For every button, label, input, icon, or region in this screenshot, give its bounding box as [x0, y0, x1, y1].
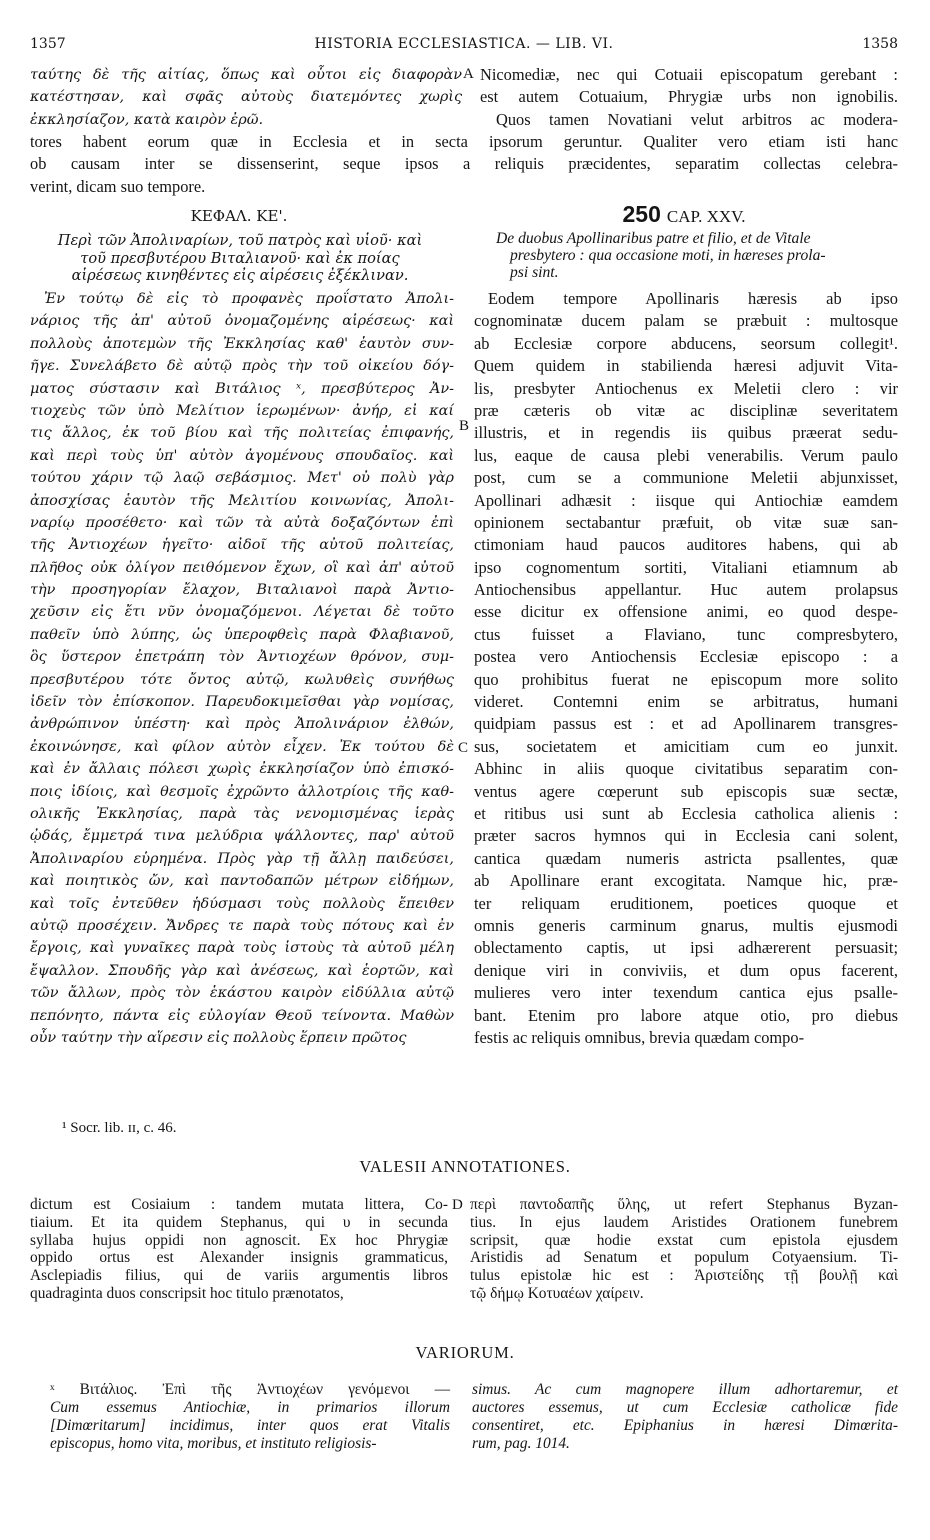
- column-number: 250: [622, 201, 661, 227]
- annotations-left-column: [30, 1196, 448, 1303]
- text-line: ˣ Βιτάλιος. Ἐπὶ τῆς Ἀντιοχέων γενόμενοι —: [50, 1381, 450, 1398]
- text-line: Abhinc in aliis quoque civitatibus separatim con-: [474, 759, 898, 779]
- text-line: τις ἄλλος, ἐκ τοῦ βίου καὶ τῆς πολιτείας ἐπιφανής,: [30, 425, 454, 442]
- text-line: esse dicitur ex offensione animi, eo quod despe-: [474, 602, 898, 622]
- text-line: ctus fuisset a Flaviano, tunc compresbytero,: [474, 624, 898, 644]
- text-line: oppido ortus est Alexander insignis grammaticus,: [30, 1249, 448, 1267]
- text-line: Aristidis ad Senatum et populum Cotyaensium. Ti-: [470, 1249, 898, 1267]
- latin-chapter-label: CAP. XXV.: [666, 207, 746, 226]
- variorum-left-column: [50, 1381, 450, 1453]
- annotations-title: VALESII ANNOTATIONES.: [359, 1157, 571, 1176]
- text-line: ἀποσχίσας ἑαυτὸν τῆς Μελιτίου κοινωνίας, Ἀπολι-: [30, 492, 454, 509]
- margin-marker-c: C: [458, 740, 469, 756]
- text-line: consentiret, etc. Epiphanius in hæresi Dimœrita-: [472, 1417, 898, 1434]
- text-line: quadraginta duos conscripsit hoc titulo prænotatos,: [30, 1284, 344, 1302]
- text-line: videret. Contemni enim se arbitratus, humani: [474, 692, 898, 712]
- text-line: [Dimœritarum] incidimus, inter quos erat Vitalis: [50, 1417, 450, 1434]
- text-line: Asclepiadis filius, qui de variis argumentis libros: [30, 1267, 448, 1285]
- latin-body-column: [474, 288, 898, 1049]
- text-line: denique viri in conviviis, et dum opus facerent,: [474, 960, 898, 980]
- text-line: τὴν προσηγορίαν ἔλαχον, Βιταλιανοὶ παρὰ Ἀντιο-: [30, 582, 454, 599]
- text-line: bant. Etenim pro labore atque otio, pro diebus: [474, 1005, 898, 1025]
- text-line: νάριος τῆς ἀπ' αὐτοῦ ὀνομαζομένης αἱρέσεως· καὶ: [30, 313, 454, 330]
- text-line: ολικῆς Ἐκκλησίας, παρὰ τὰς νενομισμένας ἱερὰς: [30, 805, 454, 822]
- text-line: tores habent eorum quæ in Ecclesia et in secta ipsorum geruntur. Qualiter vero etiam isti hanc: [30, 132, 898, 151]
- text-line: mulieres vero inter texendum cantica ejus psalle-: [474, 983, 898, 1003]
- text-line: syllaba hujus oppidi non agnoscit. Ex hoc Phrygiæ: [30, 1231, 448, 1249]
- text-line: lus, eaque de causa plebi venerabilis. Verum paulo: [474, 445, 898, 465]
- text-line: ob causam inter se dissenserint, seque ipsos a reliquis præcidentes, separatim collectas celebra-: [30, 154, 898, 174]
- text-line: oblectamento captis, ut ipsi adhærerent persuasit;: [474, 938, 898, 958]
- text-line: tiaium. Et ita quidem Stephanus, qui υ in secunda: [30, 1213, 448, 1231]
- latin-chapter-heading: [472, 201, 896, 228]
- text-line: ventus agere cœperunt sub episcopis suæ sectæ,: [474, 781, 898, 801]
- page-number-right: 1358: [862, 36, 898, 52]
- text-line: παθεῖν ὑπὸ λύπης, ὡς ὑπεροφθεὶς παρὰ Φλαβιανοῦ,: [30, 626, 454, 643]
- text-line: est autem Cotuaium, Phrygiæ urbs non ignobilis.: [480, 87, 898, 107]
- text-line: opinionem sectabantur præfuit, ob vitæ suæ san-: [474, 512, 898, 532]
- greek-chapter-subtitle: [30, 232, 450, 285]
- text-line: dictum est Cosiaium : tandem mutata littera, Co-: [30, 1196, 448, 1213]
- text-line: οὖν ταύτην τὴν αἵρεσιν εἰς πολλοὺς ἕρπειν πρῶτος: [30, 1029, 407, 1046]
- text-line: πολλοὺς ἀποτεμὼν τῆς Ἐκκλησίας καθ' ἑαυτὸν συν-: [30, 335, 454, 352]
- text-line: πλῆθος οὐκ ὀλίγον πειθόμενον ἔχων, οἳ καὶ ἀπ' αὐτοῦ: [30, 559, 454, 576]
- text-line: omnis generis carminum gnarus, multis ejusmodi: [474, 915, 898, 935]
- text-line: Cum essemus Antiochiæ, in primarios illorum: [50, 1399, 450, 1416]
- latin-chapter-subtitle: [496, 230, 900, 281]
- text-line: ᾠδάς, ἔμμετρά τινα μελύδρια ψάλλοντες, παρ' αὐτοῦ: [30, 828, 454, 845]
- text-line: festis ac reliquis omnibus, brevia quædam compo-: [474, 1027, 805, 1047]
- text-line: ἔψαλλον. Σπουδῆς γὰρ καὶ ἀνέσεως, καὶ ἑορτῶν, καὶ: [30, 962, 454, 979]
- text-line: scripsit, quæ hodie exstat cum epistola ejusdem: [470, 1231, 898, 1249]
- text-line: Nicomediæ, nec qui Cotuaii episcopatum gerebant :: [480, 65, 898, 84]
- text-line: illustris, et in regendis iis quibus præerat sedu-: [474, 423, 898, 443]
- text-line: τοῦ πρεσβυτέρου Βιταλιανοῦ· καὶ ἐκ ποίας: [80, 249, 400, 267]
- text-line: Eodem tempore Apollinaris hæresis ab ipso: [488, 289, 898, 308]
- text-line: cognominatæ ducem palam se præbuit : multosque: [474, 311, 898, 331]
- text-line: tulus epistolæ hic est : Ἀριστείδης τῇ βουλῇ καὶ: [470, 1267, 898, 1285]
- text-line: ὃς ὕστερον ἐπετράπη τὸν Ἀντιοχέων θρόνον, συμ-: [30, 649, 454, 666]
- greek-chapter-heading: ΚΕΦΑΛ. ΚΕ'.: [190, 207, 288, 225]
- text-line: ἀνθρώπινον ὑπέστη· καὶ πρὸς Ἀπολινάριον ἐλθών,: [30, 716, 454, 733]
- text-line: ῆγε. Συνελάβετο δὲ αὐτῷ πρὸς τὴν τοῦ οἰκείου δόγ-: [30, 358, 454, 375]
- full-width-paragraph: [30, 131, 898, 198]
- text-line: περὶ παντοδαπῆς ὕλης, ut refert Stephanus Byzan-: [470, 1196, 898, 1213]
- text-line: sus, societatem et amicitiam cum eo junxit.: [474, 736, 898, 756]
- margin-marker-b: B: [459, 418, 470, 434]
- page-number-left: 1357: [30, 36, 66, 52]
- text-line: ποις ἰδίοις, καὶ θεσμοῖς ἐχρῶντο ἀλλοτρίοις τῆς καθ-: [30, 783, 454, 800]
- variorum-right-column: [472, 1381, 898, 1453]
- text-line: τῆς Ἀντιοχέων ἡγεῖτο· αἰδοῖ τῆς αὐτοῦ πολιτείας,: [30, 537, 454, 554]
- text-line: ναρίῳ προσέθετο· καὶ τῶν τὰ αὐτὰ δοξαζόντων ἐπὶ: [30, 514, 454, 531]
- text-line: cantica quædam numeris astricta psallentes, quæ: [474, 848, 898, 868]
- text-line: καὶ ἐν ἄλλαις πόλεσι χωρὶς ἐκκλησίαζον ὑπὸ ἐπισκό-: [30, 761, 454, 778]
- text-line: ματος σύστασιν καὶ Βιτάλιος ˣ, πρεσβύτερος Ἀν-: [30, 380, 454, 397]
- text-line: psi sint.: [510, 264, 559, 281]
- text-line: χεῦσιν εἰς ἔτι νῦν ὀνομαζόμενοι. Λέγεται δὲ τοῦτο: [30, 604, 454, 621]
- text-line: αἱρέσεως κινηθέντες εἰς αἱρέσεις ἐξέκλιναν.: [71, 267, 409, 284]
- text-line: καὶ ποιητικὸς ὤν, καὶ παντοδαπῶν μέτρων εἰδήμων,: [30, 873, 454, 890]
- text-line: lis, presbyter Antiochenus ex Meletii clero : vir: [474, 378, 898, 398]
- text-line: ter reliquam eruditionem, poetices quoque et: [474, 893, 898, 913]
- text-line: ab Ecclesiæ corpore abducens, seorsum collegit¹.: [474, 333, 898, 353]
- text-line: ταύτης δὲ τῆς αἰτίας, ὅπως καὶ οὗτοι εἰς διαφορὰν: [30, 67, 462, 83]
- text-line: quidpiam passus est : et ad Apollinarem transgres-: [474, 714, 898, 734]
- text-line: Quos tamen Novatiani velut arbitros ac modera-: [496, 109, 898, 129]
- text-line: τῷ δήμῳ Κοτυαέων χαίρειν.: [470, 1284, 644, 1302]
- text-line: ἔργοις, καὶ γυναῖκες παρὰ τοὺς ἱστοὺς τὰ αὐτοῦ μέλη: [30, 940, 454, 957]
- margin-marker-a: A: [463, 66, 474, 82]
- text-line: Ἐν τούτῳ δὲ εἰς τὸ προφανὲς προΐστατο Ἀπολι-: [44, 291, 454, 307]
- text-line: simus. Ac cum magnopere illum adhortaremur, et: [472, 1381, 898, 1398]
- text-line: ἐκοινώνησε, καὶ φίλον αὐτὸν εἶχεν. Ἐκ τούτου δὲ: [30, 738, 454, 755]
- text-line: post, cum se a communione Meletii abjunxisset,: [474, 468, 898, 488]
- text-line: episcopus, homo vita, moribus, et instituto religiosis-: [50, 1435, 377, 1452]
- text-line: πεπόνητο, πάντα εἰς εὐλογίαν Θεοῦ τείνοντα. Μαθὼν: [30, 1007, 454, 1024]
- text-line: De duobus Apollinaribus patre et filio, et de Vitale: [496, 230, 811, 247]
- text-line: κατέστησαν, καὶ σφᾶς αὐτοὺς διατεμόντες χωρὶς: [30, 89, 462, 106]
- text-line: ἰδεῖν τὸν ἐπίσκοπον. Παρευδοκιμεῖσθαι γὰρ νομίσας,: [30, 694, 454, 711]
- text-line: et ritibus usi sunt ab Ecclesia catholica alienis :: [474, 803, 898, 823]
- text-line: Ἀπολιναρίου εὑρημένα. Πρὸς γὰρ τῇ ἄλλῃ παιδεύσει,: [30, 850, 454, 867]
- text-line: verint, dicam suo tempore.: [30, 176, 206, 196]
- variorum-title: VARIORUM.: [415, 1343, 515, 1362]
- top-latin-block: [480, 64, 898, 131]
- text-line: πρεσβυτέρου τότε ὄντος αὐτῷ, κωλυθεὶς συνήθως: [30, 671, 454, 688]
- text-line: tius. In ejus laudem Aristides Orationem funebrem: [470, 1213, 898, 1231]
- text-line: rum, pag. 1014.: [472, 1435, 570, 1452]
- footnote: ¹ Socr. lib. ɪɪ, c. 46.: [62, 1120, 177, 1136]
- annotations-right-column: [470, 1196, 898, 1303]
- text-line: ab Apollinare erant excogitata. Namque hic, præ-: [474, 871, 898, 891]
- text-line: καὶ τοῖς ἐντεῦθεν ἡδύσμασι τοὺς πολλοὺς ἔπειθεν: [30, 895, 454, 912]
- text-line: presbytero : qua occasione moti, in hæreses prola-: [510, 247, 826, 264]
- page-header: [30, 36, 898, 60]
- text-line: Antiochensibus appellantur. Huc autem prolapsus: [474, 580, 898, 600]
- top-greek-block: [30, 64, 462, 131]
- text-line: τιοχεὺς τῶν ὑπὸ Μελίτιον ἱερωμένων· ἀνήρ, εἰ καί: [30, 402, 454, 419]
- text-line: præ cæteris ob vitæ ac disciplinæ severitatem: [474, 400, 898, 420]
- text-line: αὐτῷ προσέχειν. Ἄνδρες τε παρὰ τοὺς πότους καὶ ἐν: [30, 917, 454, 934]
- text-line: τούτου χάριν τῷ λαῷ σεβάσμιος. Μετ' οὐ πολὺ γὰρ: [30, 470, 454, 487]
- text-line: Quem quidem in stabilienda hæresi adjuvit Vita-: [474, 356, 898, 376]
- text-line: ipso cognomentum sortiti, Vitaliani etiamnum ab: [474, 557, 898, 577]
- text-line: Περὶ τῶν Ἀπολιναρίων, τοῦ πατρὸς καὶ υἱοῦ· καὶ: [57, 232, 423, 249]
- running-title: HISTORIA ECCLESIASTICA. — LIB. VI.: [314, 36, 614, 52]
- text-line: ἐκκλησίαζον, κατὰ καιρὸν ἐρῶ.: [30, 111, 264, 128]
- text-line: postea vero Antiochensis Ecclesiæ episcopo : a: [474, 647, 898, 667]
- text-line: τῶν ἄλλων, πρὸς τὸν ἑκάστου καιρὸν εἰδύλλια αὐτῷ: [30, 985, 454, 1002]
- text-line: ctimoniam haud paucos auditores habens, qui ab: [474, 535, 898, 555]
- margin-marker-d: D: [452, 1197, 463, 1213]
- text-line: præter sacros hymnos qui in Ecclesia cani solent,: [474, 826, 898, 846]
- text-line: quo prohibitus fuerat ne episcopum more solito: [474, 669, 898, 689]
- text-line: Apollinari adhæsit : iisque qui Antiochiæ eamdem: [474, 490, 898, 510]
- text-line: auctores essemus, ut cum Ecclesiæ catholicæ fide: [472, 1399, 898, 1416]
- text-line: καὶ περὶ τοὺς ὑπ' αὐτὸν ἀγομένους σπουδαῖος. καὶ: [30, 447, 454, 464]
- greek-body-column: [30, 288, 454, 1049]
